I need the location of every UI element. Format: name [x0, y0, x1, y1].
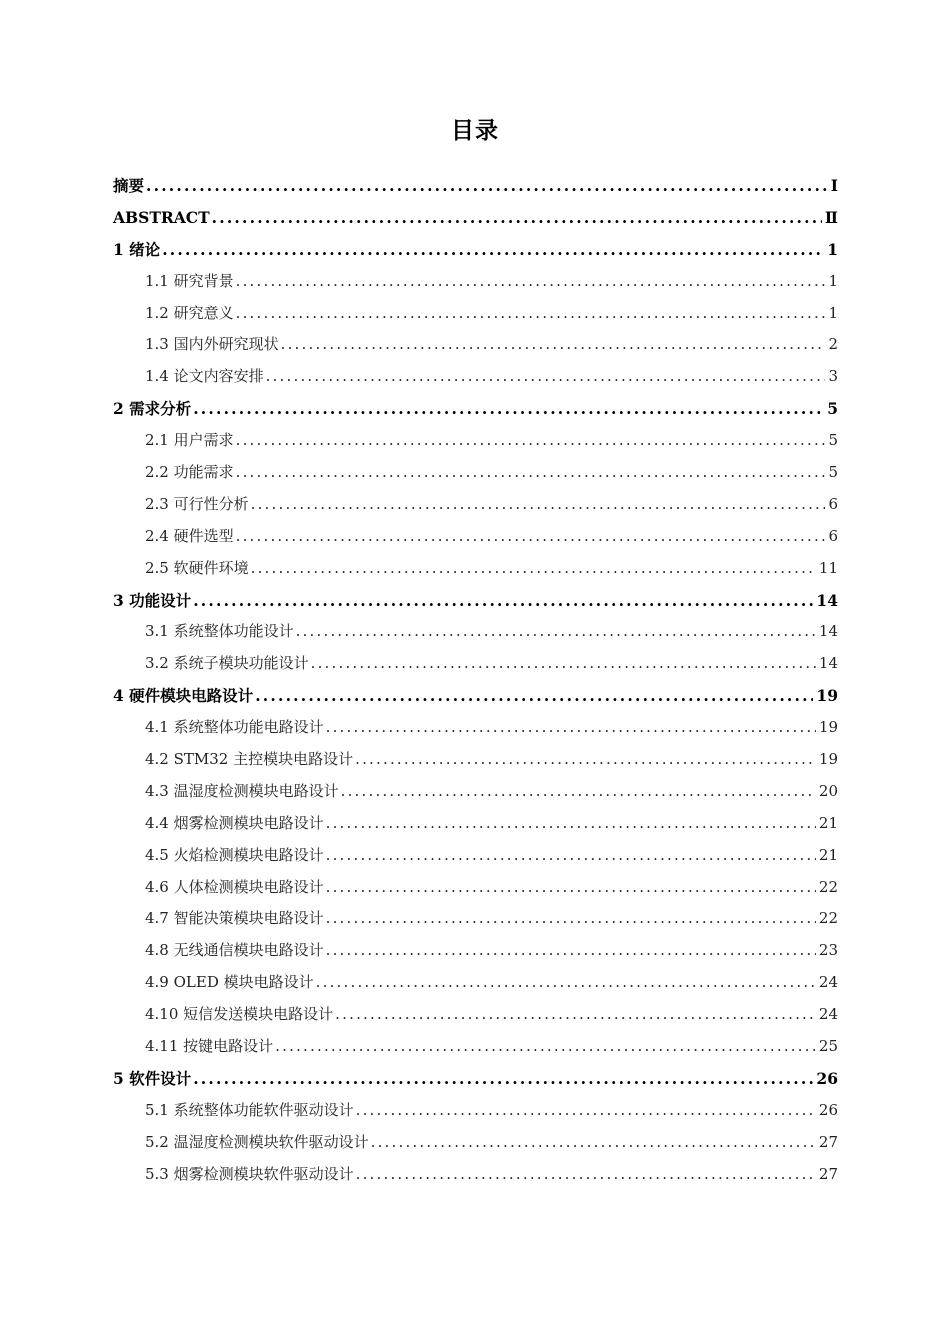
toc-section-entry[interactable] [113, 1127, 838, 1159]
toc-page-number: 2 [828, 335, 838, 354]
toc-dot-leader [275, 1031, 816, 1063]
toc-chapter-entry[interactable] [113, 393, 838, 425]
toc-entry-title: 4.11 按键电路设计 [145, 1037, 274, 1056]
toc-section-entry[interactable] [113, 872, 838, 904]
toc-section-entry[interactable] [113, 776, 838, 808]
toc-page-number: 14 [818, 654, 838, 673]
toc-page-number: 3 [828, 367, 838, 386]
toc-section-entry[interactable] [113, 489, 838, 521]
toc-entry-title: 摘要 [113, 176, 145, 195]
toc-page-number: 1 [828, 271, 838, 290]
toc-page-number: 23 [818, 941, 838, 960]
toc-section-entry[interactable] [113, 329, 838, 361]
toc-chapter-entry[interactable] [113, 585, 838, 617]
toc-entry-title: 4.6 人体检测模块电路设计 [145, 877, 324, 896]
toc-dot-leader [356, 1159, 816, 1191]
toc-dot-leader [255, 680, 813, 712]
toc-entry-title: 4.9 OLED 模块电路设计 [145, 973, 314, 992]
toc-section-entry[interactable] [113, 712, 838, 744]
toc-entry-title: 1.1 研究背景 [145, 271, 234, 290]
toc-entry-title: 5.1 系统整体功能软件驱动设计 [145, 1100, 354, 1119]
toc-dot-leader [326, 808, 816, 840]
toc-dot-leader [212, 202, 822, 234]
toc-dot-leader [162, 234, 824, 266]
toc-dot-leader [236, 457, 826, 489]
toc-section-entry[interactable] [113, 457, 838, 489]
toc-entry-title: 4.5 火焰检测模块电路设计 [145, 845, 324, 864]
toc-dot-leader [341, 776, 816, 808]
toc-page-number: 6 [828, 526, 838, 545]
toc-entry-title: 4.1 系统整体功能电路设计 [145, 718, 324, 737]
toc-dot-leader [236, 266, 826, 298]
toc-page-number: 11 [818, 558, 838, 577]
toc-dot-leader [251, 553, 816, 585]
toc-section-entry[interactable] [113, 553, 838, 585]
toc-page-number: Ⅱ [824, 207, 838, 227]
toc-section-entry[interactable] [113, 521, 838, 553]
toc-page-number: 27 [818, 1164, 838, 1183]
toc-page-number: 22 [818, 877, 838, 896]
toc-page-number: 6 [828, 494, 838, 513]
toc-dot-leader [355, 744, 816, 776]
toc-chapter-entry[interactable] [113, 170, 838, 202]
toc-page-number: 14 [818, 622, 838, 641]
toc-page-number: 27 [818, 1132, 838, 1151]
toc-entry-title: 2 需求分析 [113, 399, 192, 419]
toc-page-number: 20 [818, 781, 838, 800]
toc-section-entry[interactable] [113, 616, 838, 648]
toc-page-number: 22 [818, 909, 838, 928]
toc-dot-leader [296, 616, 816, 648]
page-title: 目录 [451, 118, 499, 144]
toc-dot-leader [371, 1127, 816, 1159]
toc-page-number: 21 [818, 845, 838, 864]
toc-dot-leader [266, 361, 826, 393]
toc-chapter-entry[interactable] [113, 680, 838, 712]
toc-section-entry[interactable] [113, 425, 838, 457]
toc-page-number: 1 [828, 303, 838, 322]
toc-section-entry[interactable] [113, 266, 838, 298]
toc-dot-leader [326, 872, 816, 904]
toc-chapter-entry[interactable] [113, 234, 838, 266]
toc-entry-title: 1 绪论 [113, 239, 161, 259]
toc-page-number: 1 [827, 239, 838, 259]
toc-page-number: 5 [828, 463, 838, 482]
toc-entry-title: 5 软件设计 [113, 1068, 192, 1088]
toc-entry-title: 4.2 STM32 主控模块电路设计 [145, 750, 354, 769]
toc-page-number: 24 [818, 973, 838, 992]
toc-page-number: 5 [827, 399, 838, 419]
toc-section-entry[interactable] [113, 744, 838, 776]
toc-entry-title: 2.3 可行性分析 [145, 494, 249, 513]
toc-entry-title: 5.2 温湿度检测模块软件驱动设计 [145, 1132, 369, 1151]
toc-section-entry[interactable] [113, 840, 838, 872]
toc-page-number: 21 [818, 813, 838, 832]
toc-section-entry[interactable] [113, 648, 838, 680]
toc-page-number: 19 [818, 718, 838, 737]
toc-section-entry[interactable] [113, 935, 838, 967]
toc-entry-title: 4.8 无线通信模块电路设计 [145, 941, 324, 960]
toc-page-number: 26 [818, 1100, 838, 1119]
toc-section-entry[interactable] [113, 361, 838, 393]
toc-dot-leader [326, 840, 816, 872]
toc-section-entry[interactable] [113, 298, 838, 330]
toc-entry-title: 2.2 功能需求 [145, 463, 234, 482]
toc-section-entry[interactable] [113, 1159, 838, 1191]
toc-entry-title: 4.4 烟雾检测模块电路设计 [145, 813, 324, 832]
toc-entry-title: 2.1 用户需求 [145, 431, 234, 450]
toc-dot-leader [193, 1063, 813, 1095]
toc-dot-leader [146, 170, 828, 202]
toc-entry-title: 4.10 短信发送模块电路设计 [145, 1005, 334, 1024]
toc-entry-title: 4 硬件模块电路设计 [113, 686, 254, 706]
toc-page-number: 19 [818, 750, 838, 769]
table-of-contents [113, 170, 838, 1191]
toc-chapter-entry[interactable] [113, 1063, 838, 1095]
toc-section-entry[interactable] [113, 808, 838, 840]
toc-entry-title: 3.2 系统子模块功能设计 [145, 654, 309, 673]
toc-entry-title: 2.5 软硬件环境 [145, 558, 249, 577]
toc-section-entry[interactable] [113, 999, 838, 1031]
toc-entry-title: 3 功能设计 [113, 590, 192, 610]
toc-entry-title: 3.1 系统整体功能设计 [145, 622, 294, 641]
toc-dot-leader [236, 521, 826, 553]
toc-entry-title: ABSTRACT [113, 207, 210, 227]
toc-dot-leader [356, 1095, 816, 1127]
toc-dot-leader [326, 903, 816, 935]
toc-section-entry[interactable] [113, 1095, 838, 1127]
toc-section-entry[interactable] [113, 1031, 838, 1063]
toc-dot-leader [193, 585, 813, 617]
toc-entry-title: 1.3 国内外研究现状 [145, 335, 279, 354]
toc-dot-leader [251, 489, 826, 521]
toc-page-number: 19 [816, 686, 838, 706]
toc-section-entry[interactable] [113, 903, 838, 935]
toc-dot-leader [281, 329, 826, 361]
toc-dot-leader [326, 935, 816, 967]
toc-dot-leader [193, 393, 824, 425]
toc-entry-title: 1.2 研究意义 [145, 303, 234, 322]
toc-dot-leader [236, 425, 826, 457]
toc-entry-title: 4.3 温湿度检测模块电路设计 [145, 781, 339, 800]
toc-dot-leader [326, 712, 816, 744]
toc-dot-leader [335, 999, 816, 1031]
toc-entry-title: 5.3 烟雾检测模块软件驱动设计 [145, 1164, 354, 1183]
toc-entry-title: 2.4 硬件选型 [145, 526, 234, 545]
toc-dot-leader [316, 967, 816, 999]
toc-page-number: 26 [816, 1068, 838, 1088]
toc-page-number: 14 [816, 590, 838, 610]
toc-page-number: I [830, 176, 838, 195]
toc-page-number: 24 [818, 1005, 838, 1024]
toc-chapter-entry[interactable] [113, 202, 838, 234]
toc-dot-leader [311, 648, 816, 680]
toc-page-number: 25 [818, 1037, 838, 1056]
toc-entry-title: 1.4 论文内容安排 [145, 367, 264, 386]
toc-entry-title: 4.7 智能决策模块电路设计 [145, 909, 324, 928]
toc-dot-leader [236, 298, 826, 330]
toc-section-entry[interactable] [113, 967, 838, 999]
toc-page-number: 5 [828, 431, 838, 450]
